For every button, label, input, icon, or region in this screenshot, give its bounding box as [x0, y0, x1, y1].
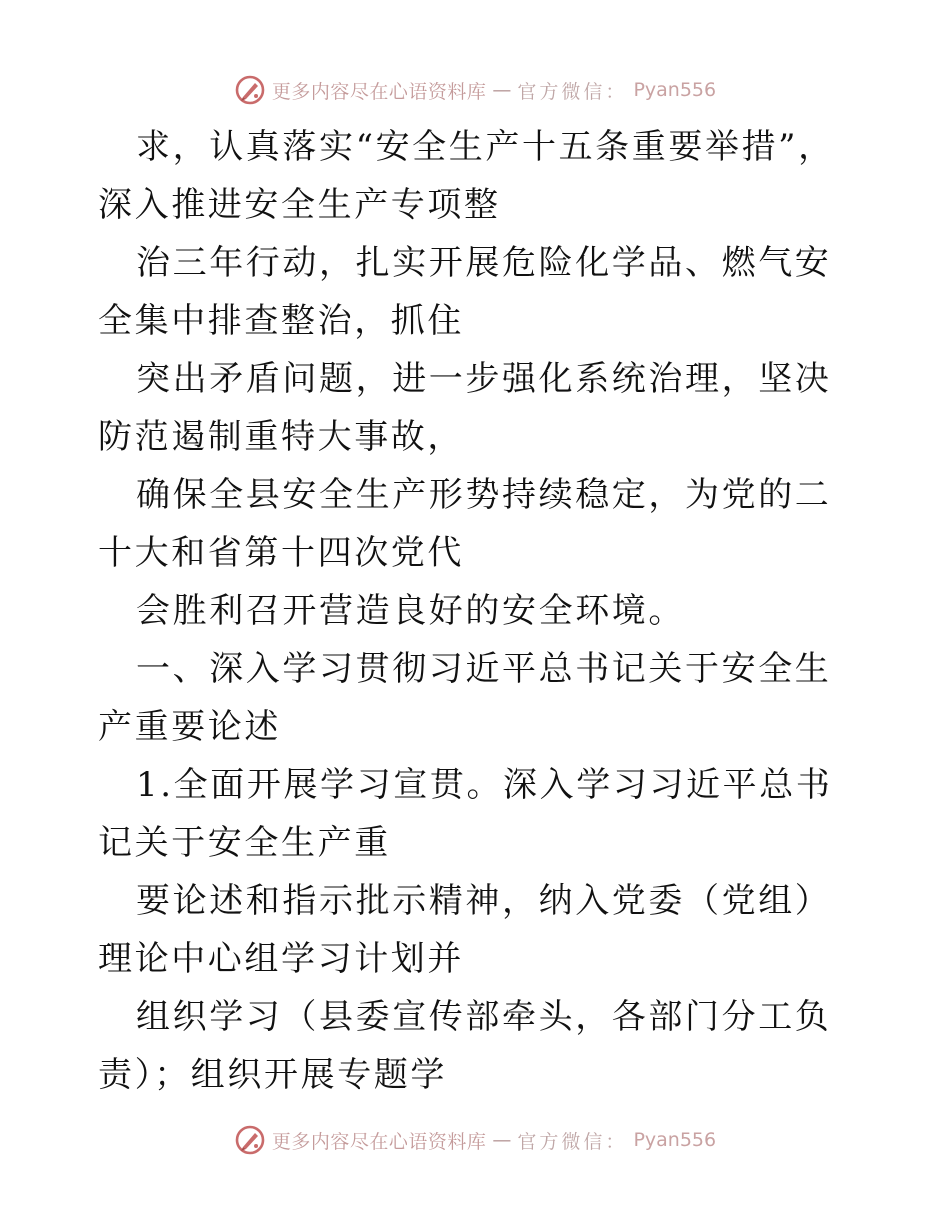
pen-logo-icon — [234, 1124, 266, 1156]
paragraph: 1.全面开展学习宣贯。深入学习习近平总书记关于安全生产重 — [98, 765, 833, 863]
watermark-wechat-id: Pyan556 — [633, 1129, 717, 1151]
paragraph: 会胜利召开营造良好的安全环境。 — [136, 591, 685, 631]
watermark-wechat-id: Pyan556 — [633, 79, 717, 101]
paragraph: 突出矛盾问题，进一步强化系统治理，坚决防范遏制重特大事故， — [98, 359, 832, 457]
watermark-dash: — — [492, 1129, 512, 1151]
paragraph: 组织学习（县委宣传部牵头，各部门分工负责）；组织开展专题学 — [98, 997, 832, 1095]
paragraph: 求，认真落实“安全生产十五条重要举措”，深入推进安全生产专项整 — [98, 127, 835, 225]
watermark-official-label: 官方微信： — [517, 80, 628, 103]
paragraph: 治三年行动，扎实开展危险化学品、燃气安全集中排查整治，抓住 — [98, 243, 832, 341]
footer-watermark — [0, 1120, 950, 1160]
watermark-brand: 更多内容尽在心语资料库 — [271, 1130, 487, 1153]
watermark-dash: — — [492, 79, 512, 101]
header-watermark — [0, 70, 950, 110]
pen-logo-icon — [234, 74, 266, 106]
watermark-official-label: 官方微信： — [517, 1130, 628, 1153]
paragraph: 确保全县安全生产形势持续稳定，为党的二十大和省第十四次党代 — [98, 475, 832, 573]
watermark-brand: 更多内容尽在心语资料库 — [271, 80, 487, 103]
document-body — [98, 118, 854, 1104]
section-heading: 一、深入学习贯彻习近平总书记关于安全生产重要论述 — [98, 649, 832, 747]
paragraph: 要论述和指示批示精神，纳入党委（党组）理论中心组学习计划并 — [98, 881, 832, 979]
